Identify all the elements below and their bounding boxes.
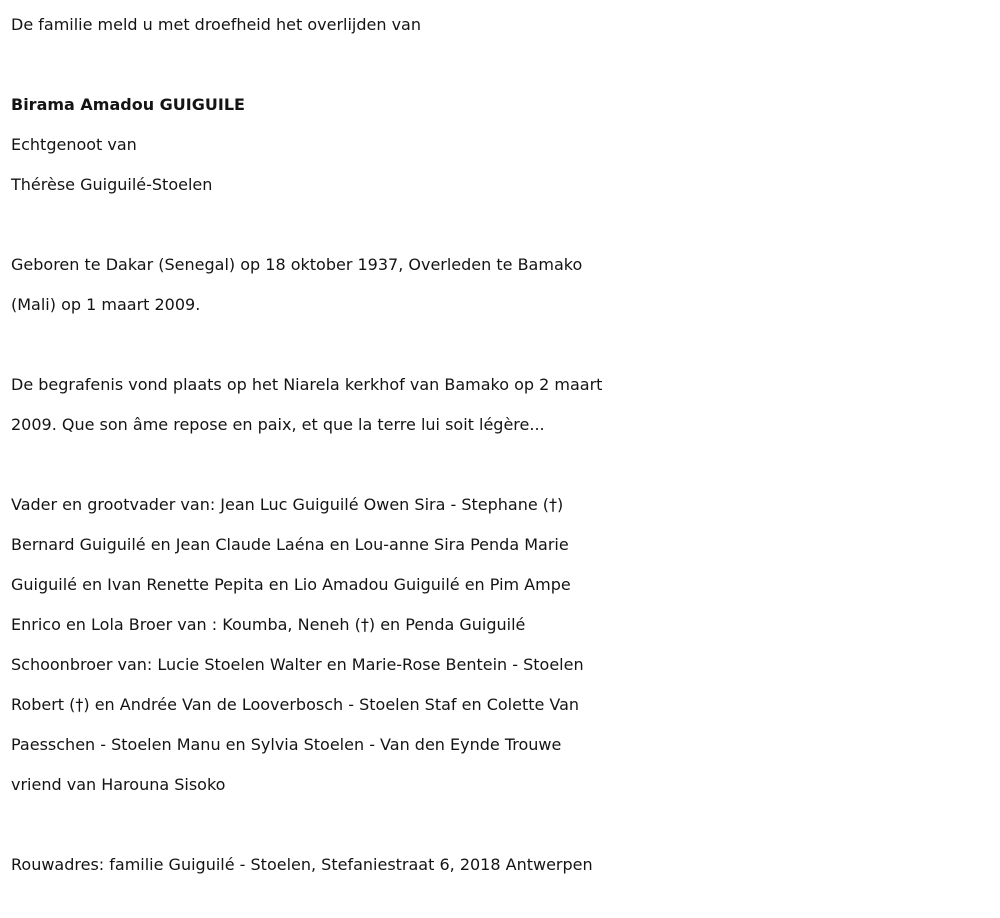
spacer [11, 805, 1000, 845]
paragraph-line: Bernard Guiguilé en Jean Claude Laéna en Lou-anne Sira Penda Marie [11, 535, 569, 554]
condolence-address: Rouwadres: familie Guiguilé - Stoelen, Stefaniestraat 6, 2018 Antwerpen [11, 855, 593, 874]
paragraph-line: Vader en grootvader van: Jean Luc Guiguilé Owen Sira - Stephane (†) [11, 495, 564, 514]
paragraph-line: Schoonbroer van: Lucie Stoelen Walter en Marie-Rose Bentein - Stoelen [11, 655, 584, 674]
paragraph-line: Guiguilé en Ivan Renette Pepita en Lio Amadou Guiguilé en Pim Ampe [11, 575, 571, 594]
spacer [11, 205, 1000, 245]
paragraph-line: Robert (†) en Andrée Van de Looverbosch - Stoelen Staf en Colette Van [11, 695, 580, 714]
relation-text: Echtgenoot van [11, 135, 137, 154]
family-paragraph [11, 485, 1000, 805]
spacer [11, 325, 1000, 365]
paragraph-line: Paesschen - Stoelen Manu en Sylvia Stoelen - Van den Eynde Trouwe [11, 735, 562, 754]
paragraph-line: vriend van Harouna Sisoko [11, 775, 226, 794]
paragraph-line: 2009. Que son âme repose en paix, et que la terre lui soit légère... [11, 415, 545, 434]
paragraph-line: De begrafenis vond plaats op het Niarela kerkhof van Bamako op 2 maart [11, 375, 603, 394]
paragraph-line: Enrico en Lola Broer van : Koumba, Neneh (†) en Penda Guiguilé [11, 615, 526, 634]
deceased-name: Birama Amadou GUIGUILE [11, 95, 245, 114]
spacer [11, 45, 1000, 85]
spouse-name: Thérèse Guiguilé-Stoelen [11, 175, 213, 194]
funeral-paragraph [11, 365, 1000, 445]
spacer [11, 445, 1000, 485]
paragraph-line: Geboren te Dakar (Senegal) op 18 oktober 1937, Overleden te Bamako [11, 255, 583, 274]
birth-death-paragraph [11, 245, 1000, 325]
intro-text: De familie meld u met droefheid het overlijden van [11, 15, 421, 34]
paragraph-line: (Mali) op 1 maart 2009. [11, 295, 201, 314]
